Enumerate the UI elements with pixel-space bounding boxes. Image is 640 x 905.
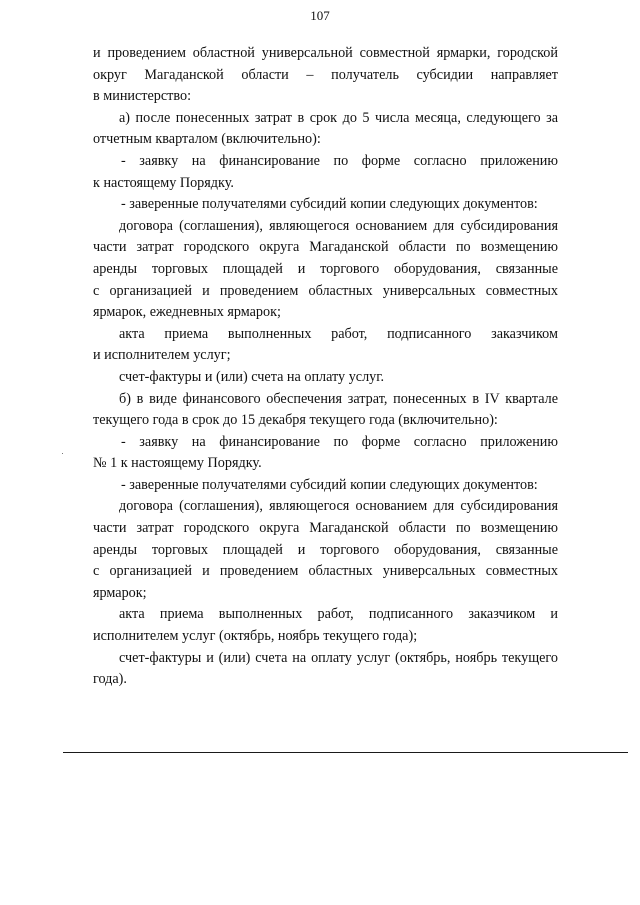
text-line: - заявку на финансирование по форме согласно приложению — [121, 152, 558, 169]
text-line: исполнителем услуг (октябрь, ноябрь текущего года); — [93, 628, 418, 645]
text-line: счет-фактуры и (или) счета на оплату услуг. — [119, 368, 385, 385]
text-line: отчетным кварталом (включительно): — [93, 131, 321, 148]
paragraph-item-b — [93, 389, 558, 432]
paragraph-act-b — [93, 604, 558, 647]
text-line: договора (соглашения), являющегося основанием для субсидирования — [119, 498, 558, 515]
text-line: б) в виде финансового обеспечения затрат, понесенных в IV квартале — [119, 390, 558, 407]
text-line: № 1 к настоящему Порядку. — [93, 455, 262, 472]
paragraph-invoice-b — [93, 648, 558, 691]
scan-speck — [62, 453, 63, 454]
text-line: с организацией и проведением областных универсальных совместных — [93, 563, 558, 580]
paragraph-application-a — [93, 151, 558, 194]
text-line: с организацией и проведением областных универсальных совместных — [93, 282, 558, 299]
paragraph-application-b — [93, 432, 558, 475]
paragraph-intro — [93, 43, 558, 108]
text-line: части затрат городского округа Магаданской области по возмещению — [93, 239, 558, 256]
text-line: счет-фактуры и (или) счета на оплату услуг (октябрь, ноябрь текущего — [119, 649, 558, 666]
text-line: - заявку на финансирование по форме согласно приложению — [121, 433, 558, 450]
text-line: к настоящему Порядку. — [93, 174, 234, 191]
text-line: округ Магаданской области – получатель субсидии направляет — [93, 66, 558, 83]
text-line: аренды торговых площадей и торгового оборудования, связанные — [93, 541, 558, 558]
text-line: текущего года в срок до 15 декабря текущего года (включительно): — [93, 412, 498, 429]
paragraph-contract-b — [93, 496, 558, 604]
text-line: - заверенные получателями субсидий копии следующих документов: — [121, 196, 538, 213]
paragraph-certified-copies-b — [93, 475, 558, 497]
bottom-divider — [63, 752, 628, 753]
text-line: а) после понесенных затрат в срок до 5 числа месяца, следующего за — [119, 109, 558, 126]
paragraph-certified-copies-a — [93, 194, 558, 216]
text-line: ярмарок; — [93, 584, 147, 601]
document-body — [93, 43, 558, 691]
text-line: части затрат городского округа Магаданской области по возмещению — [93, 520, 558, 537]
paragraph-invoice-a — [93, 367, 558, 389]
text-line: года). — [93, 671, 127, 688]
page-number: 107 — [310, 8, 330, 23]
paragraph-act-a — [93, 324, 558, 367]
text-line: и проведением областной универсальной совместной ярмарки, городской — [93, 45, 558, 61]
text-line: договора (соглашения), являющегося основанием для субсидирования — [119, 217, 558, 234]
paragraph-contract-a — [93, 216, 558, 324]
text-line: и исполнителем услуг; — [93, 347, 231, 364]
text-line: в министерство: — [93, 88, 192, 105]
text-line: аренды торговых площадей и торгового оборудования, связанные — [93, 260, 558, 277]
text-line: акта приема выполненных работ, подписанного заказчиком — [119, 325, 558, 342]
text-line: - заверенные получателями субсидий копии следующих документов: — [121, 476, 538, 493]
text-line: ярмарок, ежедневных ярмарок; — [93, 304, 281, 321]
paragraph-item-a — [93, 108, 558, 151]
text-line: акта приема выполненных работ, подписанного заказчиком и — [119, 606, 558, 623]
